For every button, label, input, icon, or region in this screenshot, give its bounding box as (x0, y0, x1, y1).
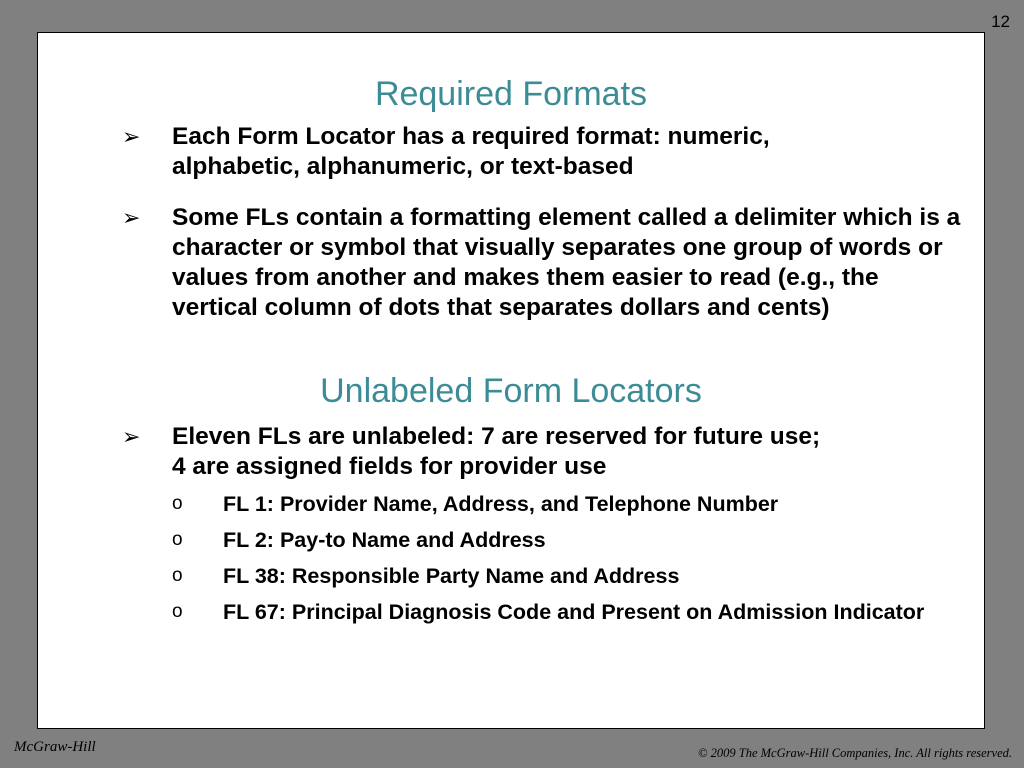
circle-bullet-icon: o (172, 493, 183, 514)
page-number: 12 (991, 12, 1010, 31)
bullet-text: Eleven FLs are unlabeled: 7 are reserved for future use; 4 are assigned fields for provider use (172, 423, 821, 480)
circle-bullet-icon: o (172, 529, 183, 550)
sub-bullet-text: FL 1: Provider Name, Address, and Telephone Number (223, 492, 779, 516)
circle-bullet-icon: o (172, 601, 183, 622)
section-heading-unlabeled-form-locators: Unlabeled Form Locators (320, 372, 702, 410)
bullet-text: Each Form Locator has a required format: numeric, alphabetic, alphanumeric, or text-based (172, 123, 770, 180)
bullet-item (122, 122, 962, 182)
section-heading-required-formats: Required Formats (374, 75, 648, 113)
sub-bullet-item (172, 563, 962, 589)
arrow-bullet-icon: ➢ (122, 424, 141, 449)
sub-bullet-text: FL 2: Pay-to Name and Address (223, 528, 546, 552)
sub-bullet-item (172, 491, 962, 517)
bullet-item (122, 203, 962, 323)
slide-body (37, 32, 985, 729)
circle-bullet-icon: o (172, 565, 183, 586)
bullet-item (122, 422, 962, 482)
sub-bullet-item (172, 527, 962, 553)
sub-bullet-item (172, 599, 962, 625)
arrow-bullet-icon: ➢ (122, 205, 141, 230)
bullet-text: Some FLs contain a formatting element called a delimiter which is a character or symbol that visually separates one group of words or values from another and makes them easier to read (e.g., the vertical column of dots that separates dollars and cents) (172, 204, 961, 321)
sub-bullet-text: FL 38: Responsible Party Name and Address (223, 564, 680, 588)
arrow-bullet-icon: ➢ (122, 124, 141, 149)
copyright-notice: © 2009 The McGraw-Hill Companies, Inc. All rights reserved. (698, 746, 1012, 760)
publisher-logo-text: McGraw-Hill (14, 739, 96, 755)
sub-bullet-text: FL 67: Principal Diagnosis Code and Present on Admission Indicator (223, 600, 925, 624)
